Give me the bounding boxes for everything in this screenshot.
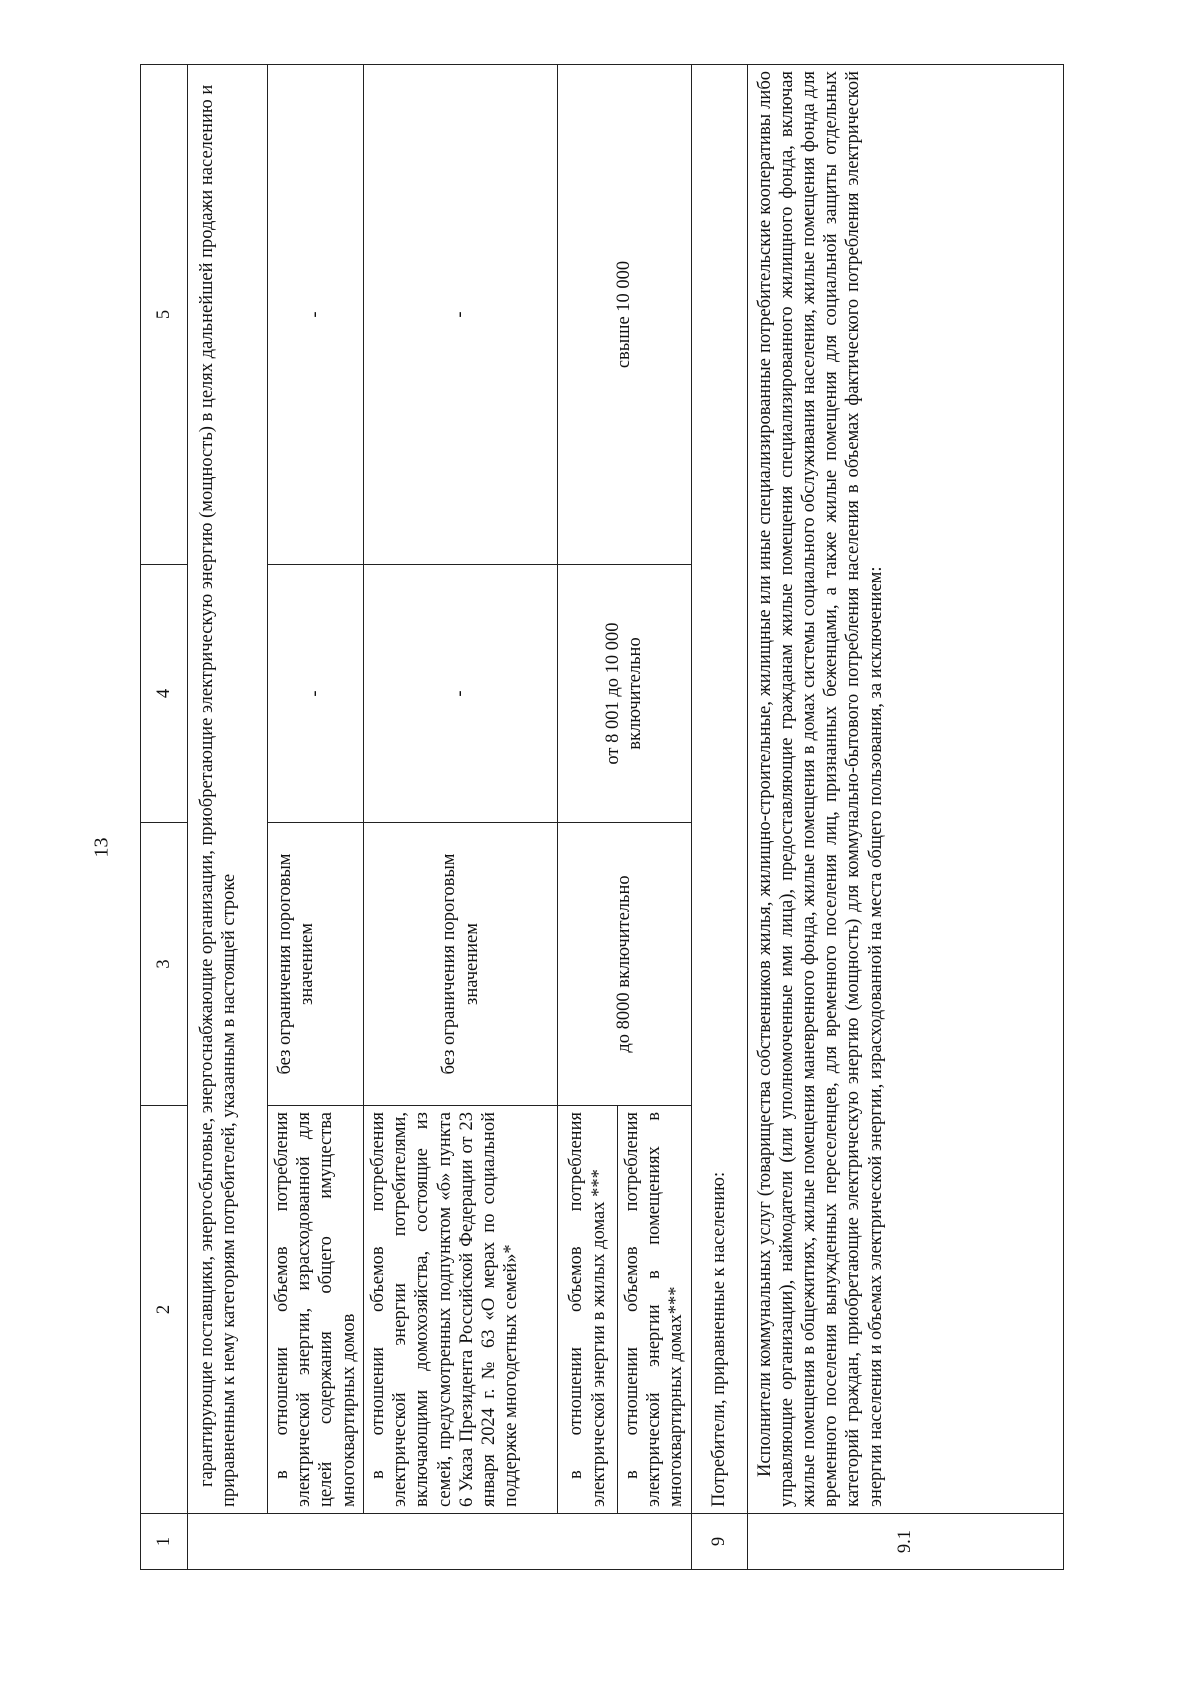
page-number: 13 xyxy=(90,837,113,858)
header-col-5: 5 xyxy=(141,65,188,565)
row-91-number: 9.1 xyxy=(747,1514,1063,1570)
row-b-range: - xyxy=(364,565,558,823)
empty-number-cell xyxy=(188,1514,692,1570)
row-c-threshold: до 8000 включительно xyxy=(558,823,692,1106)
row-c-range: от 8 001 до 10 000 включительно xyxy=(558,565,692,823)
row-b-above: - xyxy=(364,65,558,565)
row-9-number: 9 xyxy=(691,1514,747,1570)
intro-text-cell: гарантирующие поставщики, энергосбытовые, энергоснабжающие организации, приобретающие электрическую энергию (мощность) в целях дальнейшей продажи населению и приравненным к нему категориям потребителей, указанным в настоящей строке xyxy=(188,65,268,1514)
header-col-3: 3 xyxy=(141,823,188,1106)
row-a-description: в отношении объемов потребления электрической энергии, израсходованной для целей содержания общего имущества многоквартирных домов xyxy=(268,1106,364,1514)
rotated-table-page xyxy=(140,65,1064,1570)
header-row xyxy=(141,65,188,1570)
row-b-description: в отношении объемов потребления электрической энергии потребителями, включающими домохозяйства, состоящие из семей, предусмотренных подпунктом «б» пункта 6 Указа Президента Российской Федерации от 23 января 2024 г. № 63 «О мерах по социальной поддержке многодетных семей»* xyxy=(364,1106,558,1514)
row-b-threshold: без ограничения пороговым значением xyxy=(364,823,558,1106)
row-c-apartments: в отношении объемов потребления электрической энергии в помещениях в многоквартирных домах*** xyxy=(618,1106,692,1514)
row-9-text: Потребители, приравненные к населению: xyxy=(691,65,747,1514)
row-a-range: - xyxy=(268,565,364,823)
header-col-4: 4 xyxy=(141,565,188,823)
header-col-1: 1 xyxy=(141,1514,188,1570)
row-a-threshold: без ограничения пороговым значением xyxy=(268,823,364,1106)
table-row xyxy=(747,65,1063,1570)
table-row xyxy=(691,65,747,1570)
row-91-text: Исполнители коммунальных услуг (товарищества собственников жилья, жилищно-строительные, жилищные или иные специализированные потребительские кооперативы либо управляющие организации), наймодатели (или уполномоченные ими лица), предоставляющие гражданам жилые помещения специализированного жилищного фонда, включая жилые помещения в общежитиях, жилые помещения маневренного фонда, жилые помещения в домах системы социального обслуживания населения, жилые помещения фонда для временного поселения вынужденных переселенцев, для временного поселения лиц, признанных беженцами, а также жилые помещения для социальной защиты отдельных категорий граждан, приобретающие электрическую энергию (мощность) для коммунально-бытового потребления населения в объемах фактического потребления электрической энергии населения и объемах электрической энергии, израсходованной на места общего пользования, за исключением: xyxy=(747,65,1063,1514)
table-row xyxy=(188,65,268,1570)
tariff-table xyxy=(140,64,1064,1570)
row-c-houses: в отношении объемов потребления электрической энергии в жилых домах *** xyxy=(558,1106,618,1514)
header-col-2: 2 xyxy=(141,1106,188,1514)
table-row xyxy=(268,65,364,1570)
table-row xyxy=(558,65,618,1570)
row-a-above: - xyxy=(268,65,364,565)
row-c-above: свыше 10 000 xyxy=(558,65,692,565)
table-row xyxy=(364,65,558,1570)
